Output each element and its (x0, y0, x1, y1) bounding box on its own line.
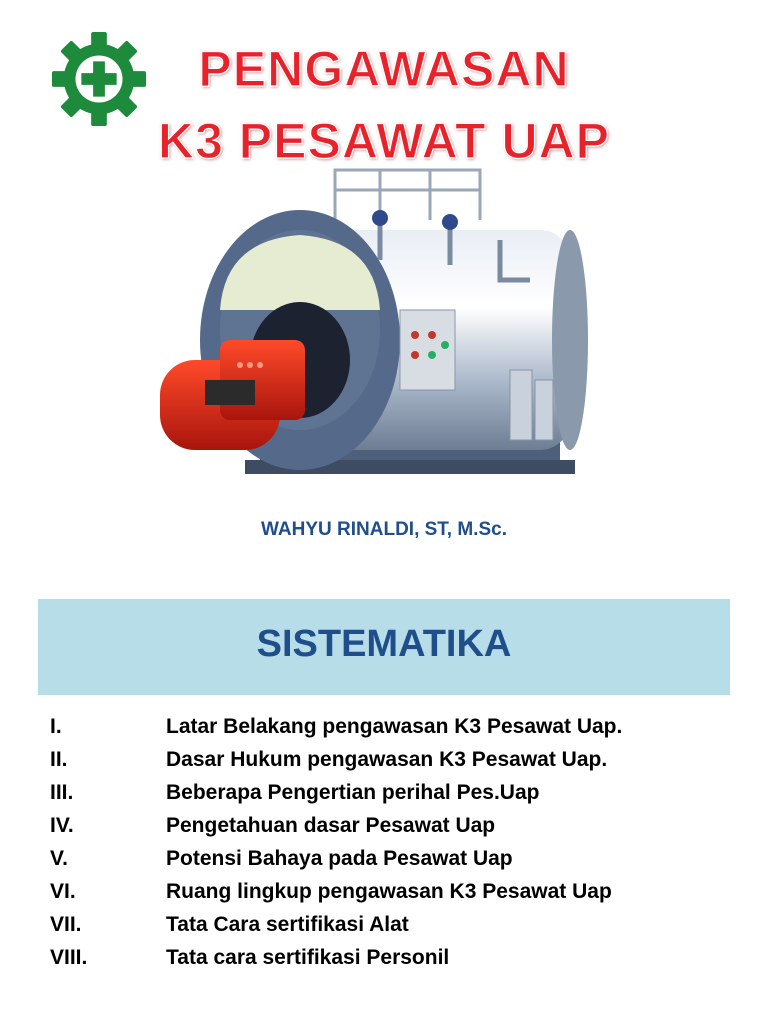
item-text: Dasar Hukum pengawasan K3 Pesawat Uap. (166, 747, 608, 771)
item-text: Beberapa Pengertian perihal Pes.Uap (166, 780, 540, 804)
list-item (50, 743, 750, 776)
title-line-1: PENGAWASAN (198, 41, 570, 97)
item-text: Potensi Bahaya pada Pesawat Uap (166, 846, 513, 870)
item-text: Tata Cara sertifikasi Alat (166, 912, 409, 936)
list-item (50, 809, 750, 842)
item-number: VIII. (50, 945, 88, 969)
item-text: Pengetahuan dasar Pesawat Uap (166, 813, 496, 837)
item-text: Tata cara sertifikasi Personil (166, 945, 450, 969)
list-item (50, 908, 750, 941)
list-item (50, 776, 750, 809)
list-item (50, 941, 750, 974)
author-name: WAHYU RINALDI, ST, M.Sc. (261, 519, 507, 540)
title-line-2: K3 PESAWAT UAP (157, 113, 611, 169)
item-number: I. (50, 714, 62, 738)
outline-list (50, 710, 750, 974)
list-item (50, 875, 750, 908)
item-number: VI. (50, 879, 76, 903)
steam-boiler-image (150, 160, 590, 500)
outline-slide (0, 580, 768, 1024)
item-number: II. (50, 747, 68, 771)
item-number: VII. (50, 912, 82, 936)
section-banner (38, 599, 730, 695)
item-text: Ruang lingkup pengawasan K3 Pesawat Uap (166, 879, 612, 903)
list-item (50, 842, 750, 875)
item-text: Latar Belakang pengawasan K3 Pesawat Uap. (166, 714, 623, 738)
item-number: III. (50, 780, 74, 804)
item-number: IV. (50, 813, 74, 837)
item-number: V. (50, 846, 68, 870)
section-title: SISTEMATIKA (256, 623, 512, 665)
list-item (50, 710, 750, 743)
